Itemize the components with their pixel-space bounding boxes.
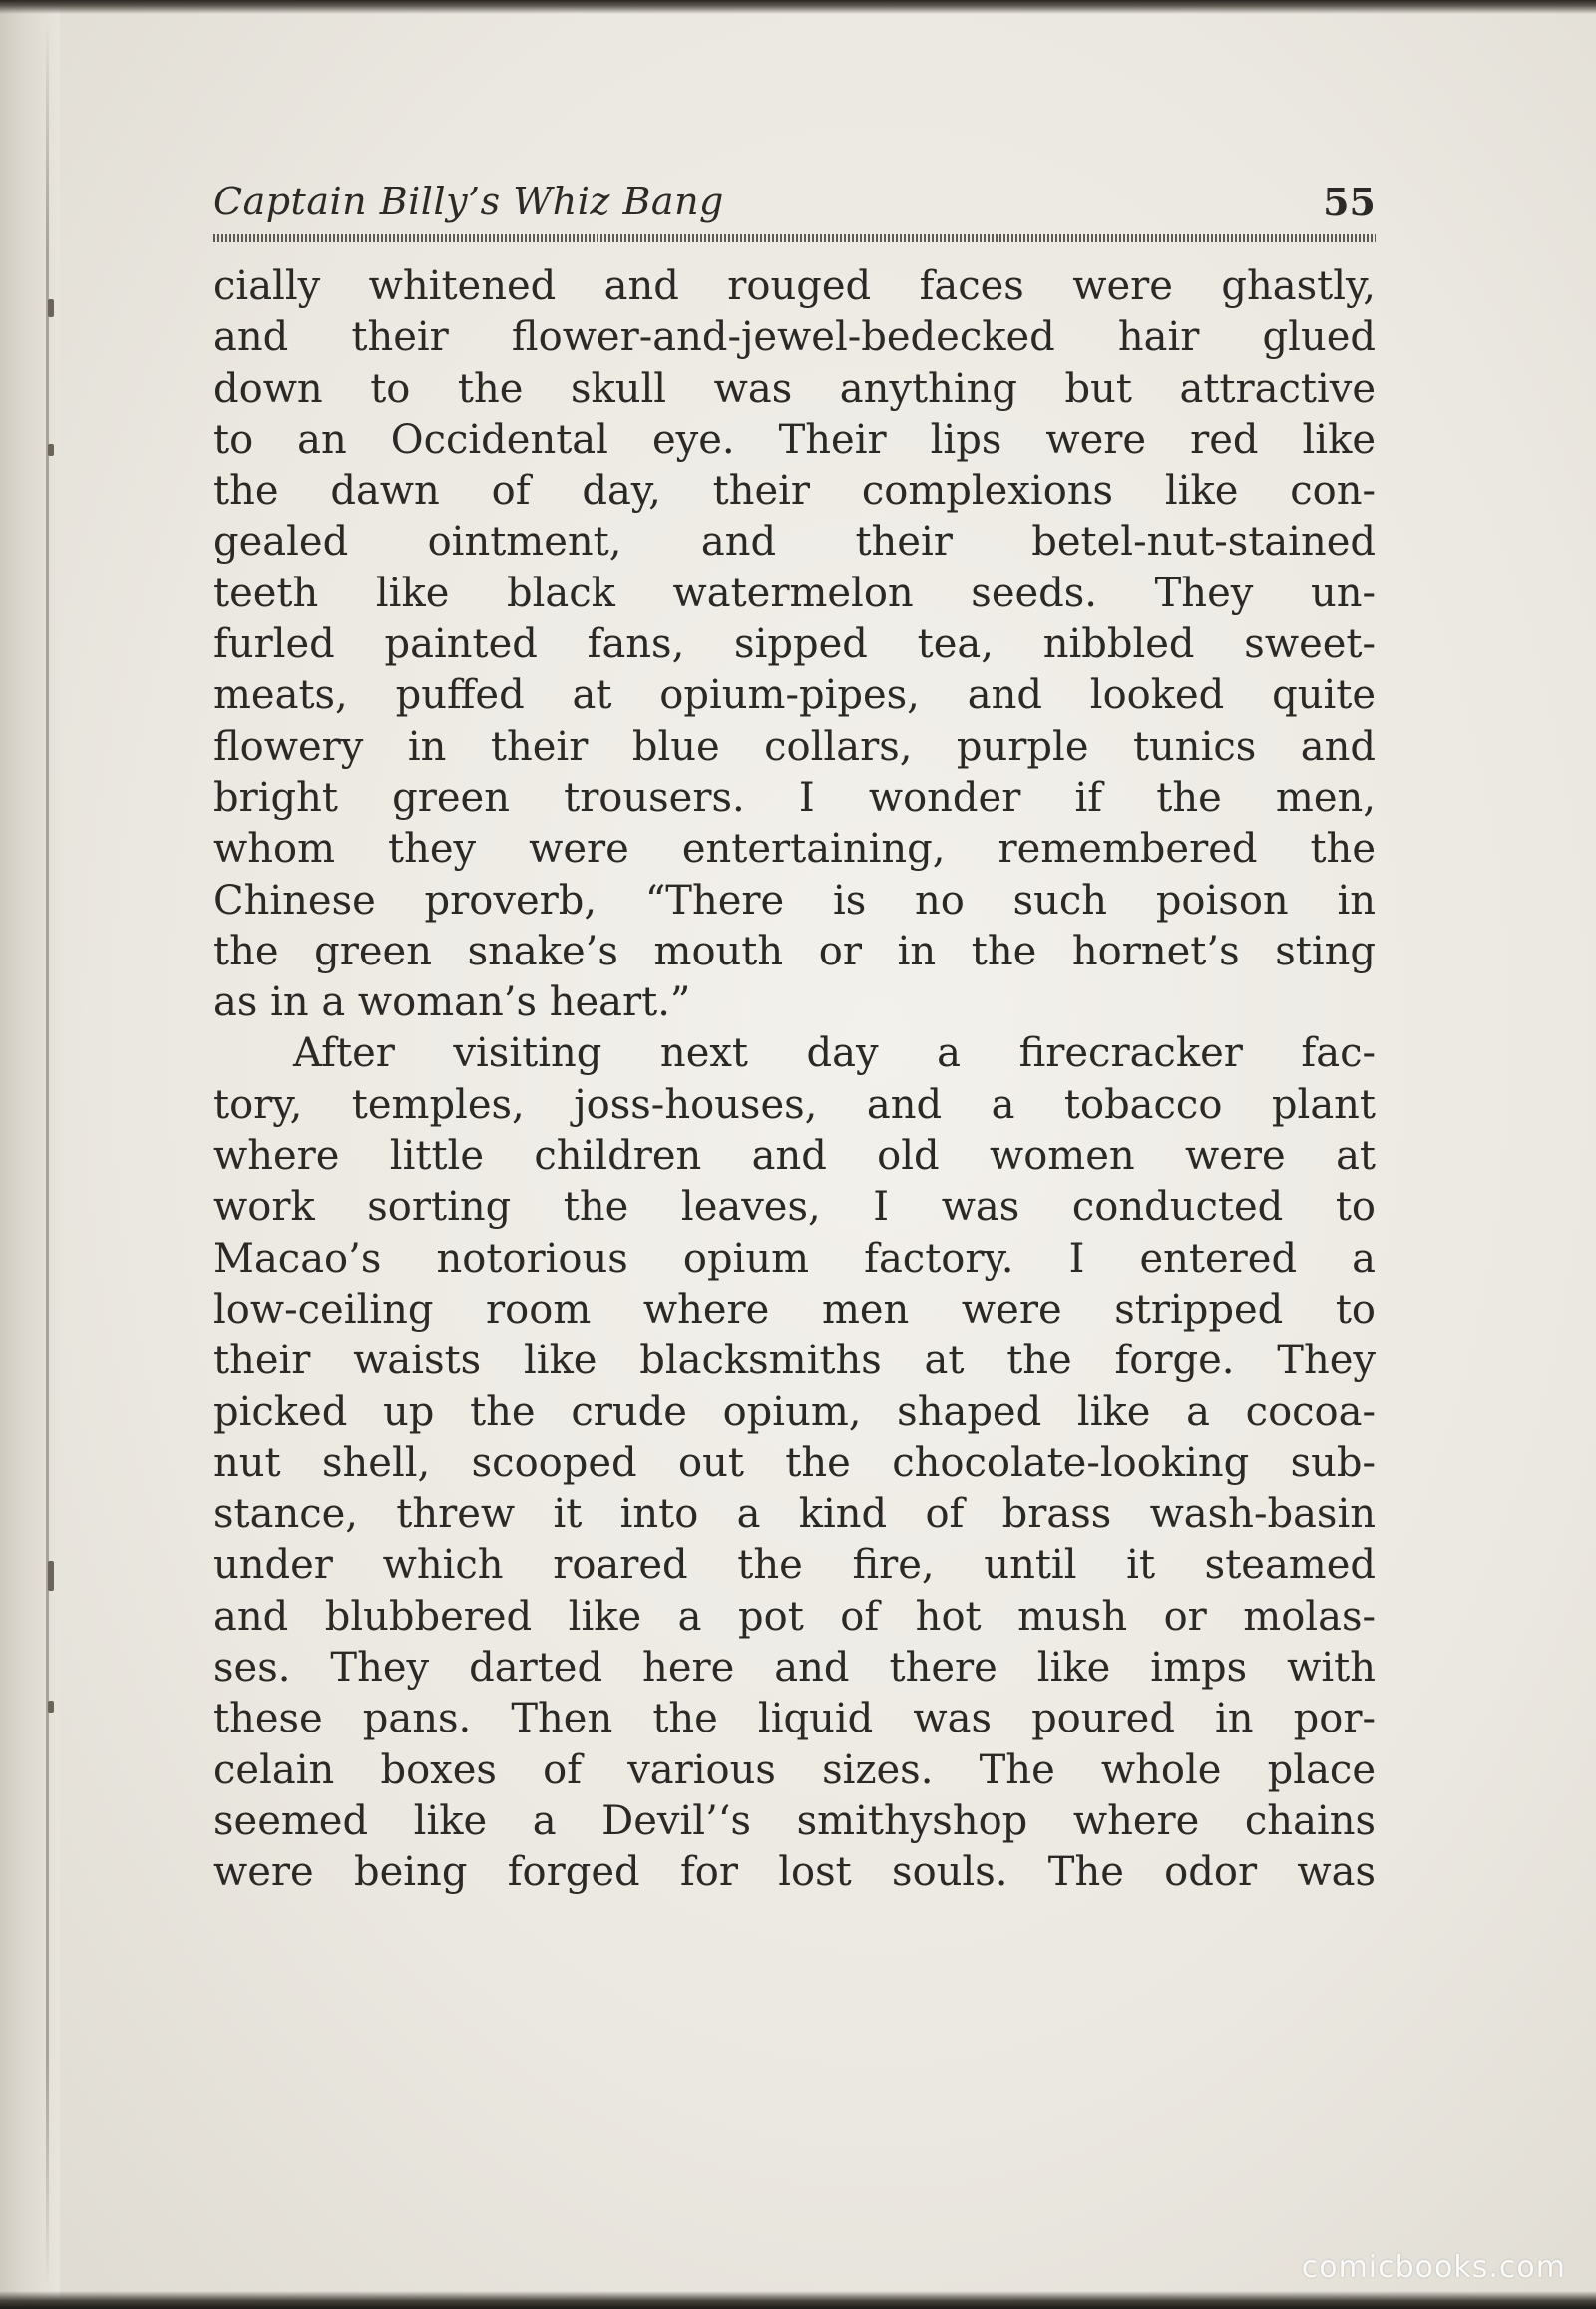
staple-mark: [48, 299, 54, 317]
text-line: the dawn of day, their complexions like con-: [213, 468, 1376, 515]
text-line: their waists like blacksmiths at the forge. They: [213, 1338, 1376, 1384]
text-line: flowery in their blue collars, purple tunics and: [213, 723, 1376, 770]
text-line: tory, temples, joss-houses, and a tobacco plant: [213, 1081, 1376, 1128]
text-line: After visiting next day a firecracker fac-: [293, 1030, 1376, 1077]
body-text: [213, 261, 1376, 1899]
text-line: low-ceiling room where men were stripped to: [213, 1286, 1376, 1333]
bottom-edge-shadow: [0, 2291, 1596, 2309]
text-line: were being forged for lost souls. The odor was: [213, 1849, 1376, 1896]
text-line: stance, threw it into a kind of brass wash-basin: [213, 1491, 1376, 1538]
text-line: bright green trousers. I wonder if the men,: [213, 774, 1376, 821]
text-line: where little children and old women were at: [213, 1133, 1376, 1180]
staple-mark: [48, 444, 54, 456]
text-line: whom they were entertaining, remembered the: [213, 826, 1376, 873]
text-line: Chinese proverb, “There is no such poison in: [213, 877, 1376, 924]
text-line: celain boxes of various sizes. The whole place: [213, 1746, 1376, 1793]
text-line: furled painted fans, sipped tea, nibbled sweet-: [213, 621, 1376, 668]
binding-crease: [46, 20, 49, 2289]
text-line: these pans. Then the liquid was poured in por-: [213, 1696, 1376, 1742]
text-line: gealed ointment, and their betel-nut-stained: [213, 519, 1376, 566]
staple-mark: [48, 1701, 54, 1713]
page-number: 55: [1323, 180, 1376, 224]
text-line: nut shell, scooped out the chocolate-looking sub-: [213, 1439, 1376, 1486]
page-header: [213, 180, 1376, 229]
text-line: and their flower-and-jewel-bedecked hair glued: [213, 314, 1376, 361]
header-rule: [213, 234, 1376, 242]
text-line: under which roared the fire, until it steamed: [213, 1542, 1376, 1589]
staple-mark: [48, 1561, 54, 1591]
text-line: picked up the crude opium, shaped like a cocoa-: [213, 1388, 1376, 1435]
text-line: work sorting the leaves, I was conducted to: [213, 1184, 1376, 1231]
text-line: seemed like a Devil’‘s smithyshop where chains: [213, 1797, 1376, 1844]
page-spine: [0, 0, 60, 2309]
text-line: teeth like black watermelon seeds. They un-: [213, 570, 1376, 616]
text-line: the green snake’s mouth or in the hornet’s sting: [213, 928, 1376, 974]
text-line: ses. They darted here and there like imps with: [213, 1645, 1376, 1692]
watermark: comicbooks.com: [1301, 2250, 1566, 2285]
top-edge-shadow: [0, 0, 1596, 14]
text-line: down to the skull was anything but attractive: [213, 365, 1376, 412]
text-line: meats, puffed at opium-pipes, and looked quite: [213, 672, 1376, 719]
text-line: to an Occidental eye. Their lips were red like: [213, 416, 1376, 463]
text-line: as in a woman’s heart.”: [213, 979, 691, 1026]
text-line: Macao’s notorious opium factory. I entered a: [213, 1235, 1376, 1282]
running-title: Captain Billy’s Whiz Bang: [213, 180, 724, 223]
text-line: cially whitened and rouged faces were ghastly,: [213, 263, 1376, 309]
text-line: and blubbered like a pot of hot mush or molas-: [213, 1593, 1376, 1640]
